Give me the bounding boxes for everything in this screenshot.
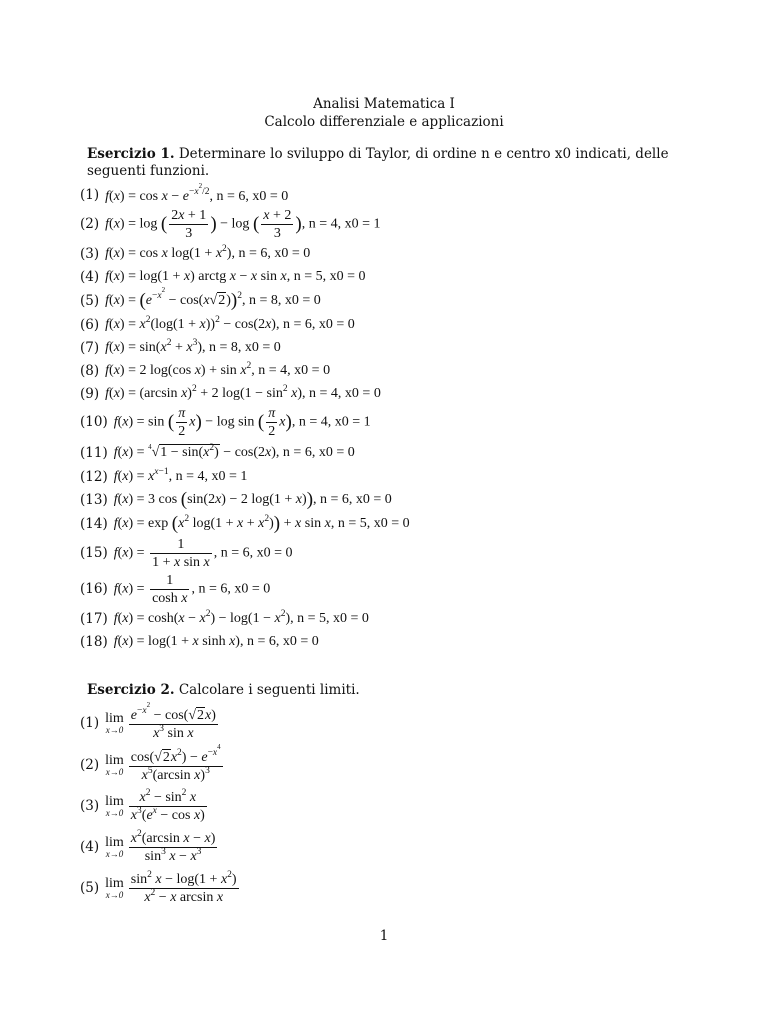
exercise-2-label: Esercizio 2. — [87, 682, 175, 698]
limit-item-2: (2) lim x→0 $\frac{\cos(√2x^2) - e^{-x^4}}{x^5(\arcsin x)^3}$ — [80, 743, 221, 783]
taylor-item-17: (17) $f(x) = \cosh(x - x^2) - \log(1 - x^2)$, n = 5, x0 = 0 — [80, 609, 369, 627]
taylor-item-12: (12) $f(x) = x^{x-1}$, n = 4, x0 = 1 — [80, 467, 248, 485]
exercise-1-label: Esercizio 1. — [87, 146, 175, 162]
taylor-item-2: (2) f(x) = log ( $\frac{2x + 1}{3}$ ) − log ( $\frac{x + 2}{3}$ ), n = 4, x0 = 1 — [80, 207, 381, 241]
taylor-item-14: (14) $f(x) = \exp (x^2$ $\log(1 + x + x^2)) + x$ sin x, n = 5, x0 = 0 — [80, 513, 410, 534]
taylor-item-6: (6) $f(x) = x^2(\log(1 + x))^2 - \cos(2x)$, n = 6, x0 = 0 — [80, 315, 355, 333]
limit-item-5: (5) lim x→0 $\frac{\sin^2 x - \log(1 + x^2)}{x^2 - x \arcsin x}$ — [80, 869, 237, 905]
taylor-item-5: (5) $f(x) = (e^{-x^2} - \cos(x√2))^2$, n = 8, x0 = 0 — [80, 286, 321, 311]
taylor-item-18: (18) f(x) = log(1 + x sinh x), n = 6, x0 = 0 — [80, 634, 319, 650]
taylor-item-15: (15) f(x) = $\frac{1}{\text{1 + x sin x}}$ , n = 6, x0 = 0 — [80, 536, 293, 570]
document-subtitle: Calcolo differenziale e applicazioni — [264, 114, 504, 130]
exercise-1-text: Determinare lo sviluppo di Taylor, di ordine n e centro x0 indicati, delle seguenti funzioni. — [87, 146, 669, 179]
exercise-2-text: Calcolare i seguenti limiti. — [178, 682, 360, 698]
taylor-item-1: (1) $f(x) = \cos x - e^{-x^2/2}$, n = 6, x0 = 0 — [80, 181, 289, 204]
limit-item-1: (1) lim x→0 $\frac{e^{-x^2} - \cos(√2x)}{x^3 \sin x}$ — [80, 701, 216, 741]
limit-item-3: (3) lim x→0 $\frac{x^2 - \sin^2 x}{x^3(e^x - \cos x)}$ — [80, 787, 205, 823]
taylor-item-9: (9) f(x) = (arcsin x)$^2$ + 2 $\log(1 - \sin^2 x)$, n = 4, x0 = 0 — [80, 384, 381, 402]
limit-item-4: (4) lim x→0 $\frac{x^2(\arcsin x - x)}{\sin^3 x - x^3}$ — [80, 828, 216, 864]
taylor-item-16: (16) f(x) = $\frac{1}{\text{cosh x}}$ , n = 6, x0 = 0 — [80, 572, 271, 606]
taylor-item-8: (8) f(x) = 2 log(cos $x) + \sin x^2$, n = 4, x0 = 0 — [80, 361, 331, 379]
document-title: Analisi Matematica I — [313, 96, 455, 112]
taylor-item-13: (13) f(x) = 3 cos (sin(2x) − 2 log(1 + x)), n = 6, x0 = 0 — [80, 489, 392, 510]
taylor-item-10: (10) f(x) = sin ( $\frac{\pi}{2}$ x) − log sin ( $\frac{\pi}{2}$ x), n = 4, x0 = 1 — [80, 405, 371, 439]
taylor-item-7: (7) $f(x) = \sin(x^2 + x^3)$, n = 8, x0 = 0 — [80, 338, 281, 356]
page-number: 1 — [379, 928, 389, 944]
taylor-item-4: (4) f(x) = log(1 + x) arctg x − x sin x, n = 5, x0 = 0 — [80, 269, 366, 285]
taylor-item-11: (11) $f(x) = ^4√1 - \sin(x^2) - \cos(2x)$, n = 6, x0 = 0 — [80, 443, 355, 461]
taylor-item-3: (3) f(x) = cos x $\log(1 + x^2)$, n = 6, x0 = 0 — [80, 244, 311, 262]
exercise-2-heading — [87, 682, 687, 699]
exercise-1-heading — [87, 146, 687, 180]
